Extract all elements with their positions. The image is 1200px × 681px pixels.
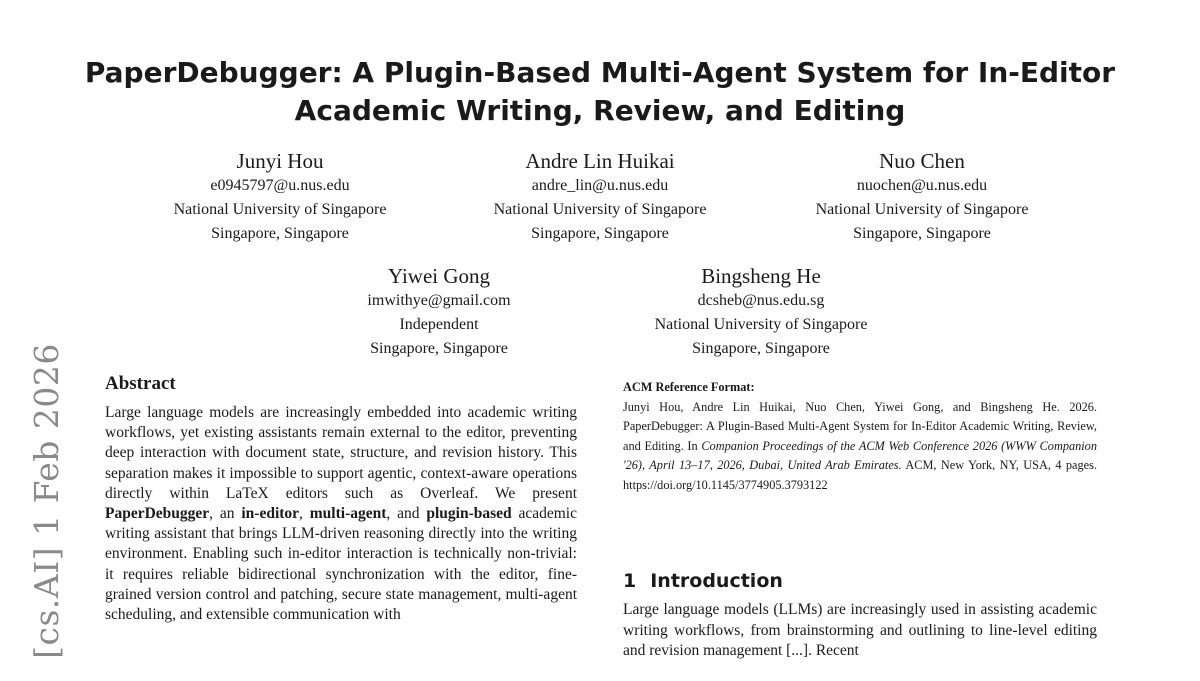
author-name: Andre Lin Huikai [525,149,675,173]
acm-reference-text: ACM, New York, NY, USA, 4 pages. https://doi.org/10.1145/3774905.3793122 [623,458,1097,492]
author-email: andre_lin@u.nus.edu [531,177,669,194]
abstract-text: Large language models are increasingly embedded into academic writing workflows, yet existing assistants remain external to the editor, preventing deep interaction with document state, structure, and revision history. This separation makes it impossible to support agentic, context-aware operations directly within LaTeX editors such as Overleaf. We present [105,404,577,502]
author-name: Nuo Chen [879,149,965,173]
introduction-body: Large language models (LLMs) are increasingly used in assisting academic writing workflows, from brainstorming and outlining to line-level editing and revision management [...]. Recent [623,601,1097,659]
author-block-1 [130,148,430,246]
author-block-3 [772,148,1072,246]
abstract-text: , an [209,505,242,523]
author-email: imwithye@gmail.com [367,292,511,309]
author-location: Singapore, Singapore [531,225,669,242]
author-block-4 [289,263,589,361]
author-location: Singapore, Singapore [370,340,508,357]
acm-reference-format [623,378,1097,495]
author-email: e0945797@u.nus.edu [210,177,350,194]
acm-reference-venue: Companion Proceedings of the ACM Web Conference 2026 (WWW Companion '26), April 13–17, 2026, Dubai, United Arab Emirates. [623,438,1097,472]
abstract-text: , and [386,505,427,523]
author-location: Singapore, Singapore [211,225,349,242]
section-title: Introduction [650,570,783,592]
author-name: Yiwei Gong [387,264,491,288]
abstract-bold-term: multi-agent [309,505,387,523]
author-location: Singapore, Singapore [692,340,830,357]
acm-reference-text: Junyi Hou, Andre Lin Huikai, Nuo Chen, Yiwei Gong, and Bingsheng He. 2026. PaperDebugger: A Plugin-Based Multi-Agent System for In-Editor Academic Writing, Review, and Editing. In [623,399,1097,453]
author-affiliation: National University of Singapore [654,316,868,333]
abstract-text: , [299,505,310,523]
author-name: Junyi Hou [236,149,324,173]
author-affiliation: National University of Singapore [173,201,387,218]
abstract-text: academic writing assistant that brings LLM-driven reasoning directly into the writing environment. Enabling such in-editor interaction is technically non-trivial: it requires reliable bidirectional synchronization with the editor, fine-grained version control and patching, secure state management, multi-agent scheduling, and extensible communication with [105,505,577,624]
abstract-bold-term: PaperDebugger [105,505,210,523]
title-line-2: Academic Writing, Review, and Editing [294,94,906,127]
abstract-bold-term: plugin-based [426,505,512,523]
title-line-1: PaperDebugger: A Plugin-Based Multi-Agent System for In-Editor [84,56,1116,89]
section-heading-introduction [623,570,783,592]
abstract-body [105,403,577,625]
author-affiliation: National University of Singapore [493,201,707,218]
author-name: Bingsheng He [701,264,821,288]
acm-reference-heading: ACM Reference Format: [623,380,755,394]
author-email: dcsheb@nus.edu.sg [697,292,825,309]
author-block-2 [450,148,750,246]
abstract-heading: Abstract [105,373,176,394]
author-affiliation: Independent [399,316,479,333]
paper-title [60,54,1140,130]
section-number: 1 [623,570,637,592]
author-block-5 [611,263,911,361]
author-affiliation: National University of Singapore [815,201,1029,218]
abstract-bold-term: in-editor [241,505,300,523]
arxiv-side-stamp: [cs.AI] 1 Feb 2026 [27,343,66,659]
author-email: nuochen@u.nus.edu [856,177,988,194]
author-location: Singapore, Singapore [853,225,991,242]
